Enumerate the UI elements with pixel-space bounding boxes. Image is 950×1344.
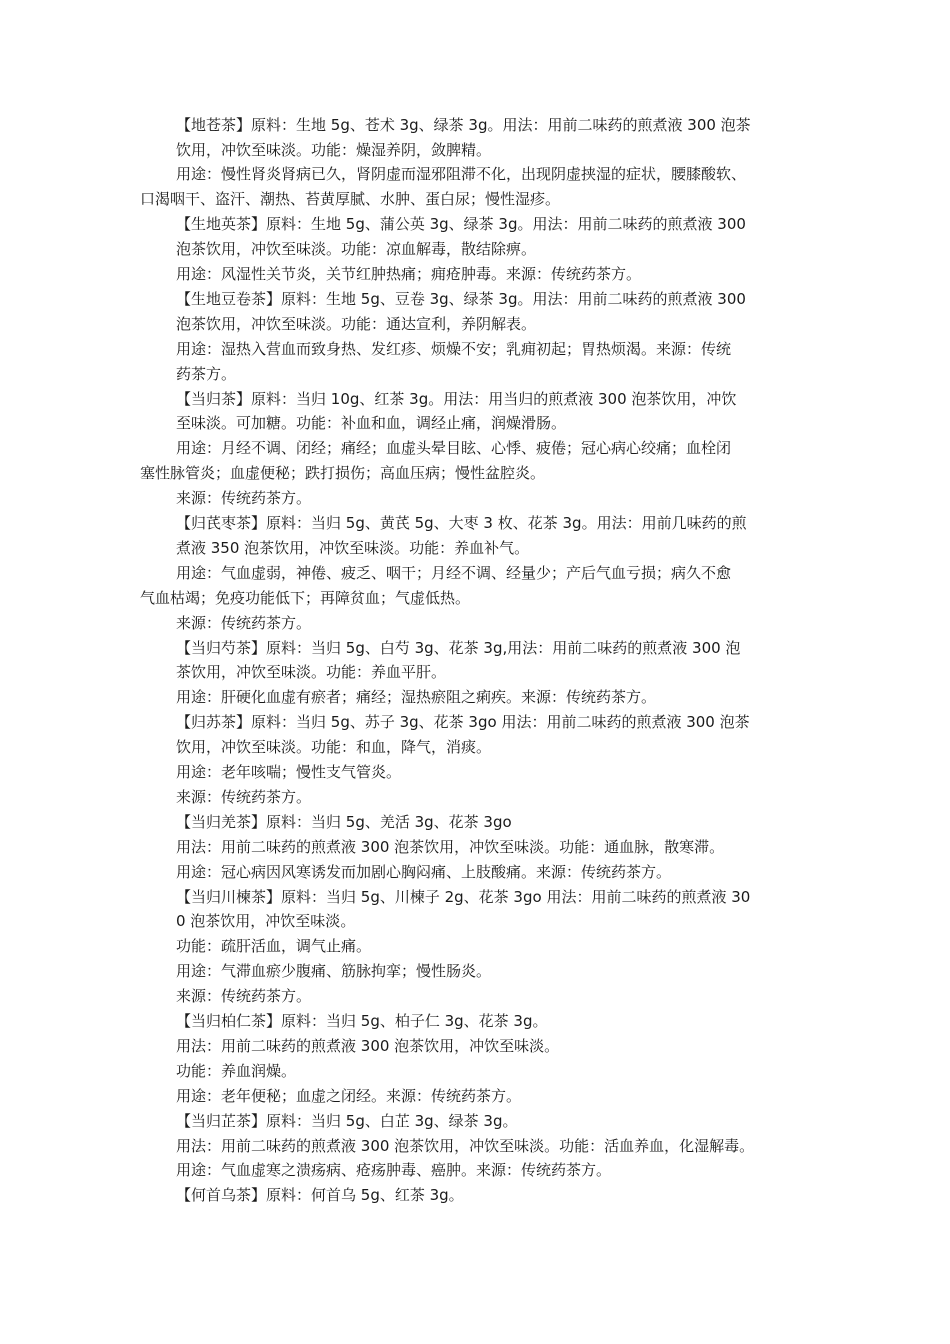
text-line: 【归芪枣茶】原料：当归 5g、黄芪 5g、大枣 3 枚、花茶 3g。用法：用前几味药的煎 (176, 514, 747, 532)
text-line: 气血枯竭；免疫功能低下；再障贫血；气虚低热。 (140, 589, 471, 607)
text-line: 0 泡茶饮用，冲饮至味淡。 (176, 912, 356, 930)
text-line: 用途：老年咳喘；慢性支气管炎。 (176, 763, 402, 781)
text-line: 至味淡。可加糖。功能：补血和血，调经止痛，润燥滑肠。 (176, 414, 567, 432)
text-line: 用途：气滞血瘀少腹痛、筋脉拘挛；慢性肠炎。 (176, 962, 492, 980)
text-line: 用法：用前二味药的煎煮液 300 泡茶饮用，冲饮至味淡。功能：活血养血，化湿解毒。 (176, 1137, 755, 1155)
text-line: 【当归羌茶】原料：当归 5g、羌活 3g、花茶 3go (176, 813, 512, 831)
text-line: 来源：传统药茶方。 (176, 489, 312, 507)
text-line: 【当归柏仁茶】原料：当归 5g、柏子仁 3g、花茶 3g。 (176, 1012, 548, 1030)
text-line: 用途：慢性肾炎肾病已久，肾阴虚而湿邪阻滞不化，出现阴虚挟湿的症状，腰膝酸软、 (176, 165, 747, 183)
text-line: 用途：肝硬化血虚有瘀者；痛经；湿热瘀阻之痢疾。来源：传统药茶方。 (176, 688, 657, 706)
text-line: 用途：老年便秘；血虚之闭经。来源：传统药茶方。 (176, 1087, 522, 1105)
text-line: 【当归茶】原料：当归 10g、红茶 3g。用法：用当归的煎煮液 300 泡茶饮用，冲饮 (176, 390, 737, 408)
text-line: 功能：养血润燥。 (176, 1062, 297, 1080)
text-line: 来源：传统药茶方。 (176, 614, 312, 632)
text-line: 用法：用前二味药的煎煮液 300 泡茶饮用，冲饮至味淡。 (176, 1037, 560, 1055)
text-line: 用途：湿热入营血而致身热、发红疹、烦燥不安；乳痈初起；胃热烦渴。来源：传统 (176, 340, 732, 358)
text-line: 泡茶饮用，冲饮至味淡。功能：通达宣利，养阴解表。 (176, 315, 537, 333)
text-line: 来源：传统药茶方。 (176, 788, 312, 806)
text-line: 泡茶饮用，冲饮至味淡。功能：凉血解毒，散结除痹。 (176, 240, 537, 258)
text-line: 饮用，冲饮至味淡。功能：燥湿养阴，敛脾精。 (176, 141, 492, 159)
text-line: 茶饮用，冲饮至味淡。功能：养血平肝。 (176, 663, 447, 681)
text-line: 【当归芍茶】原料：当归 5g、白芍 3g、花茶 3g,用法：用前二味药的煎煮液 300 泡 (176, 639, 741, 657)
text-line: 用途：冠心病因风寒诱发而加剧心胸闷痛、上肢酸痛。来源：传统药茶方。 (176, 863, 672, 881)
text-line: 【当归川楝茶】原料：当归 5g、川楝子 2g、花茶 3go 用法：用前二味药的煎煮液 30 (176, 888, 751, 906)
text-line: 【地苍茶】原料：生地 5g、苍术 3g、绿茶 3g。用法：用前二味药的煎煮液 300 泡茶 (176, 116, 751, 134)
text-line: 饮用，冲饮至味淡。功能：和血，降气，消痰。 (176, 738, 492, 756)
text-line: 用途：风湿性关节炎，关节红肿热痛；痈疮肿毒。来源：传统药茶方。 (176, 265, 642, 283)
text-line: 用途：气血虚弱，神倦、疲乏、咽干；月经不调、经量少；产后气血亏损；病久不愈 (176, 564, 732, 582)
text-line: 口渴咽干、盗汗、潮热、苔黄厚腻、水肿、蛋白尿；慢性湿疹。 (140, 190, 561, 208)
text-line: 【生地豆卷茶】原料：生地 5g、豆卷 3g、绿茶 3g。用法：用前二味药的煎煮液 300 (176, 290, 746, 308)
text-line: 【当归芷茶】原料：当归 5g、白芷 3g、绿茶 3g。 (176, 1112, 518, 1130)
text-line: 药茶方。 (176, 365, 237, 383)
text-line: 【生地英茶】原料：生地 5g、蒲公英 3g、绿茶 3g。用法：用前二味药的煎煮液 300 (176, 215, 746, 233)
text-line: 来源：传统药茶方。 (176, 987, 312, 1005)
text-line: 用途：气血虚寒之溃疡病、疮疡肿毒、癌肿。来源：传统药茶方。 (176, 1161, 612, 1179)
text-line: 煮液 350 泡茶饮用，冲饮至味淡。功能：养血补气。 (176, 539, 530, 557)
text-line: 【归苏茶】原料：当归 5g、苏子 3g、花茶 3go 用法：用前二味药的煎煮液 300 泡茶 (176, 713, 750, 731)
text-line: 用途：月经不调、闭经；痛经；血虚头晕目眩、心悸、疲倦；冠心病心绞痛；血栓闭 (176, 439, 732, 457)
text-line: 功能：疏肝活血，调气止痛。 (176, 937, 372, 955)
text-line: 用法：用前二味药的煎煮液 300 泡茶饮用，冲饮至味淡。功能：通血脉，散寒滞。 (176, 838, 725, 856)
text-line: 【何首乌茶】原料：何首乌 5g、红茶 3g。 (176, 1186, 464, 1204)
text-line: 塞性脉管炎；血虚便秘；跌打损伤；高血压病；慢性盆腔炎。 (140, 464, 546, 482)
